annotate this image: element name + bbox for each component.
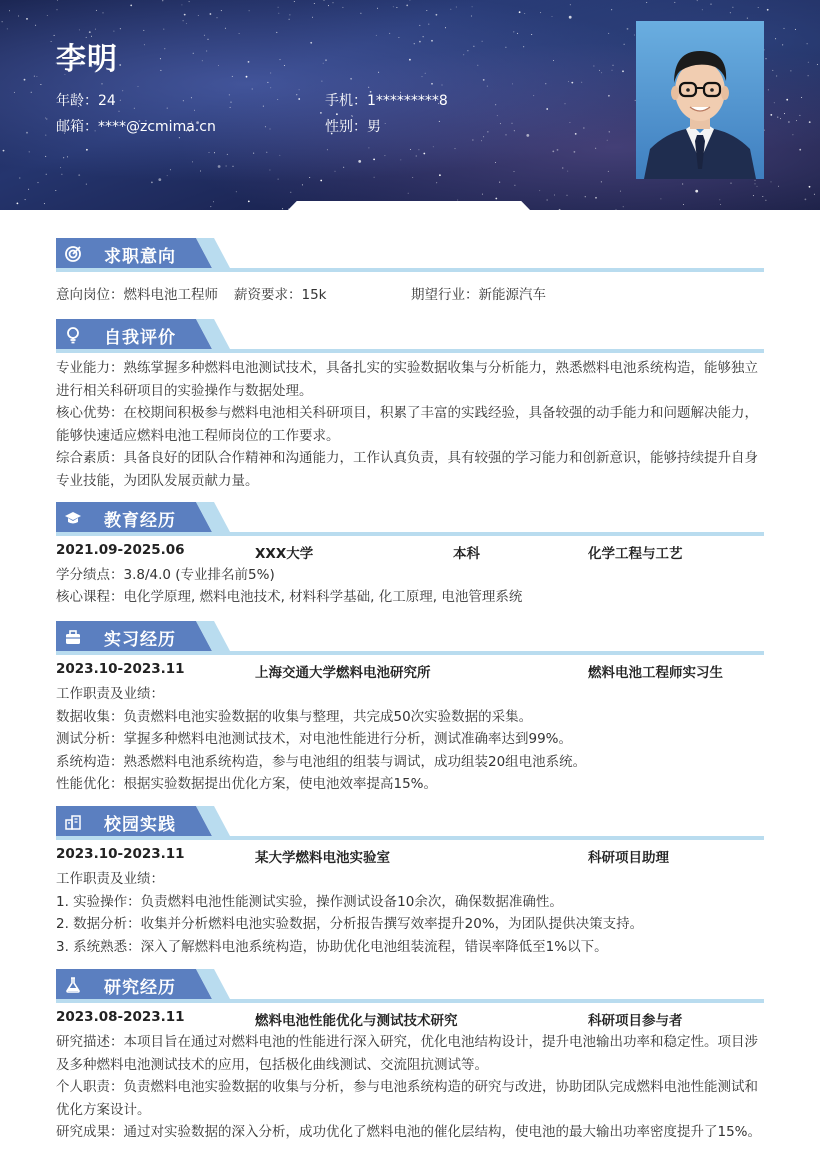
self-eval-item: 综合素质：具备良好的团队合作精神和沟通能力，工作认真负责，具有较强的学习能力和创新意识，能够持续提升自身专业技能，为团队发展贡献力量。 [56,450,758,489]
section-title: 校园实践 [104,815,176,835]
briefcase-icon [64,628,82,646]
section-tab [56,502,236,532]
graduation-cap-icon [64,509,82,527]
intent-row [56,283,766,305]
candidate-name: 李明 [56,42,118,77]
research-paragraph: 研究成果：通过对实验数据的深入分析，成功优化了燃料电池的催化层结构，使电池的最大输出功率密度提升了15%。 [56,1124,762,1140]
campus-role: 科研项目助理 [588,850,669,866]
section-underline [56,532,764,536]
internship-line: 数据收集：负责燃料电池实验数据的收集与整理，共完成50次实验数据的采集。 [56,708,533,725]
education-major: 化学工程与工艺 [588,546,683,562]
education-courses: 核心课程：电化学原理, 燃料电池技术, 材料科学基础, 化工原理, 电池管理系统 [56,589,523,605]
education-date: 2021.09-2025.06 [56,542,185,558]
internship-line: 测试分析：掌握多种燃料电池测试技术，对电池性能进行分析，测试准确率达到99%。 [56,731,573,747]
section-underline [56,651,764,655]
phone-field [325,90,448,110]
intent-position: 意向岗位：燃料电池工程师 [56,287,218,303]
section-header-internship [56,621,764,655]
section-title: 自我评价 [104,328,176,348]
email-label: 邮箱： [56,119,98,135]
internship-date: 2023.10-2023.11 [56,661,185,677]
buildings-icon [64,813,82,831]
lightbulb-icon [64,326,82,344]
section-tab [56,969,236,999]
section-tab [56,238,236,268]
campus-org: 某大学燃料电池实验室 [255,850,390,866]
phone-value: 1*********8 [367,93,448,109]
self-eval-item: 专业能力：熟练掌握多种燃料电池测试技术，具备扎实的实验数据收集与分析能力，熟悉燃料电池系统构造，能够独立进行相关科研项目的实验操作与数据处理。 [56,360,758,399]
section-header-education [56,502,764,536]
self-eval-text [56,357,768,492]
section-tab [56,621,236,651]
internship-line: 工作职责及业绩： [56,686,164,702]
gender-field [325,116,381,136]
section-underline [56,836,764,840]
internship-line: 性能优化：根据实验数据提出优化方案，使电池效率提高15%。 [56,776,438,792]
section-header-campus [56,806,764,840]
campus-line: 工作职责及业绩： [56,871,164,887]
campus-date: 2023.10-2023.11 [56,846,185,862]
section-title: 求职意向 [104,247,176,267]
section-header-intent [56,238,764,272]
header-notch [287,201,531,210]
intent-industry: 期望行业：新能源汽车 [411,287,546,303]
research-role: 科研项目参与者 [588,1013,683,1029]
research-paragraph: 个人职责：负责燃料电池实验数据的收集与分析，参与电池系统构造的研究与改进，协助团队完成燃料电池性能测试和优化方案设计。 [56,1079,758,1118]
campus-details [56,868,768,958]
age-value: 24 [98,93,116,109]
internship-details [56,683,768,796]
flask-icon [64,976,82,994]
gender-value: 男 [367,119,381,135]
phone-label: 手机： [325,93,367,109]
gender-label: 性别： [325,119,367,135]
research-date: 2023.08-2023.11 [56,1009,185,1025]
research-row [56,1009,766,1031]
section-underline [56,999,764,1003]
section-tab [56,806,236,836]
section-title: 研究经历 [104,978,176,998]
research-details [56,1031,768,1144]
self-eval-item: 核心优势：在校期间积极参与燃料电池相关科研项目，积累了丰富的实践经验，具备较强的动手能力和问题解决能力，能够快速适应燃料电池工程师岗位的工作要求。 [56,405,758,444]
education-degree: 本科 [453,546,480,562]
age-label: 年龄： [56,93,98,109]
campus-line: 1. 实验操作：负责燃料电池性能测试实验，操作测试设备10余次，确保数据准确性。 [56,893,563,910]
education-row [56,542,766,564]
campus-line: 2. 数据分析：收集并分析燃料电池实验数据，分析报告撰写效率提升20%，为团队提供决策支持。 [56,916,644,932]
email-value: ****@zcmima.cn [98,119,216,135]
email-field [56,116,216,136]
campus-line: 3. 系统熟悉：深入了解燃料电池系统构造，协助优化电池组装流程，错误率降低至1%以下。 [56,938,608,955]
section-underline [56,268,764,272]
target-icon [64,245,82,263]
resume-header [0,0,820,210]
intent-salary: 薪资要求：15k [234,287,327,303]
research-project: 燃料电池性能优化与测试技术研究 [255,1013,458,1029]
profile-photo [636,21,764,179]
age-field [56,90,116,110]
education-gpa: 学分绩点：3.8/4.0 (专业排名前5%) [56,567,275,583]
campus-row [56,846,766,868]
research-paragraph: 研究描述：本项目旨在通过对燃料电池的性能进行深入研究，优化电池结构设计，提升电池输出功率和稳定性。项目涉及多种燃料电池测试技术的应用，包括极化曲线测试、交流阻抗测试等。 [56,1034,758,1073]
internship-row [56,661,766,683]
education-school: XXX大学 [255,546,314,562]
section-title: 实习经历 [104,630,176,650]
section-header-research [56,969,764,1003]
internship-role: 燃料电池工程师实习生 [588,665,723,681]
section-title: 教育经历 [104,511,176,531]
internship-line: 系统构造：熟悉燃料电池系统构造，参与电池组的组装与调试，成功组装20组电池系统。 [56,753,587,770]
internship-org: 上海交通大学燃料电池研究所 [255,665,431,681]
section-header-self [56,319,764,353]
section-tab [56,319,236,349]
section-underline [56,349,764,353]
